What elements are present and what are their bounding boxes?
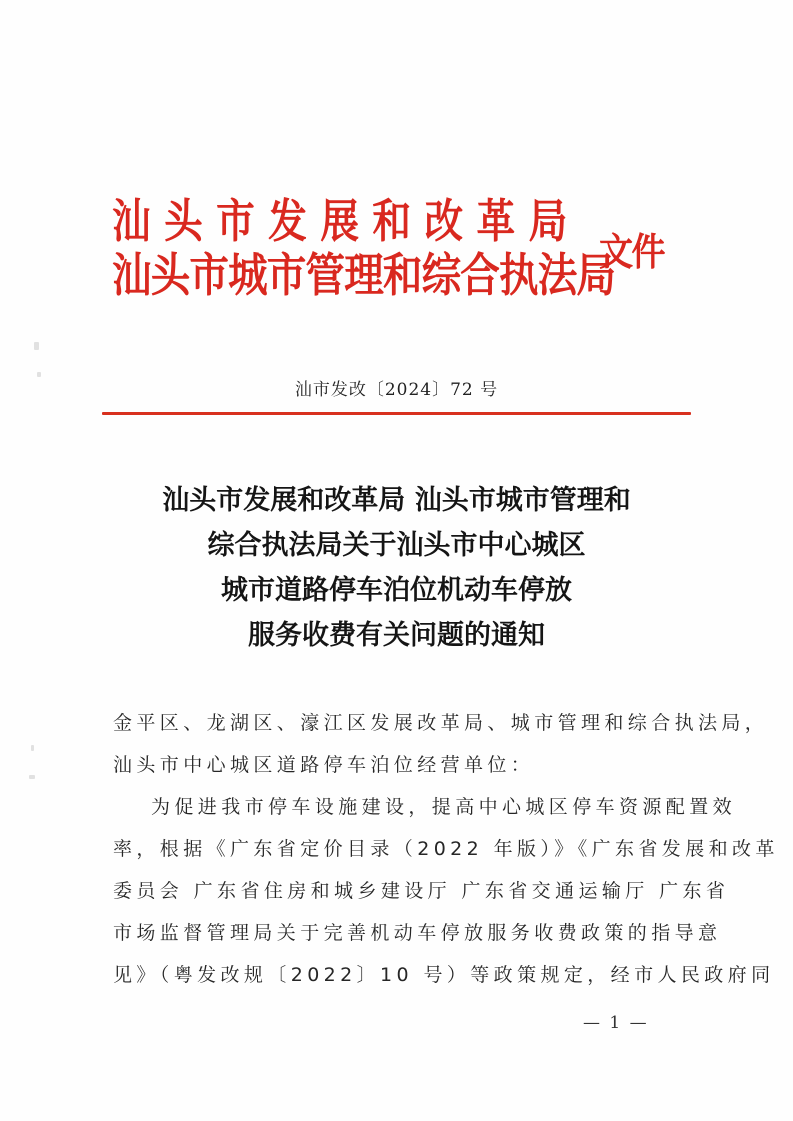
red-header [112, 196, 692, 316]
title-line: 城市道路停车泊位机动车停放 [221, 575, 572, 606]
scan-artifact [37, 372, 41, 377]
scan-artifact [34, 342, 39, 350]
red-divider [102, 412, 691, 415]
scan-artifact [29, 775, 35, 779]
title-line: 汕头市发展和改革局 汕头市城市管理和 [162, 485, 631, 516]
paragraph-line: 率，根据《广东省定价目录（2022 年版）》《广东省发展和改革 [113, 838, 779, 860]
issuer-name-urban-management: 汕头市城市管理和综合执法局 [112, 248, 616, 302]
document-title [0, 478, 793, 658]
paragraph-1 [113, 786, 779, 996]
addressee-line: 汕头市中心城区道路停车泊位经营单位： [113, 754, 535, 776]
paragraph-line: 见》（粤发改规〔2022〕10 号）等政策规定，经市人民政府同 [113, 964, 775, 986]
paragraph-line: 委员会 广东省住房和城乡建设厅 广东省交通运输厅 广东省 [113, 880, 730, 902]
issuer-name-development-reform: 汕头市发展和改革局 [112, 194, 581, 248]
document-body [113, 702, 779, 996]
paragraph-line: 为促进我市停车设施建设，提高中心城区停车资源配置效 [151, 796, 737, 818]
title-line: 服务收费有关问题的通知 [248, 620, 545, 651]
document-number: 汕市发改〔2024〕72 号 [294, 380, 499, 400]
paragraph-line: 市场监督管理局关于完善机动车停放服务收费政策的指导意 [113, 922, 722, 944]
title-line: 综合执法局关于汕头市中心城区 [207, 530, 586, 561]
page-number: — 1 — [583, 1013, 649, 1033]
document-label: 文件 [599, 229, 664, 274]
scan-artifact [31, 745, 34, 751]
addressee [113, 702, 769, 786]
addressee-line: 金平区、龙湖区、濠江区发展改革局、城市管理和综合执法局， [113, 712, 769, 734]
